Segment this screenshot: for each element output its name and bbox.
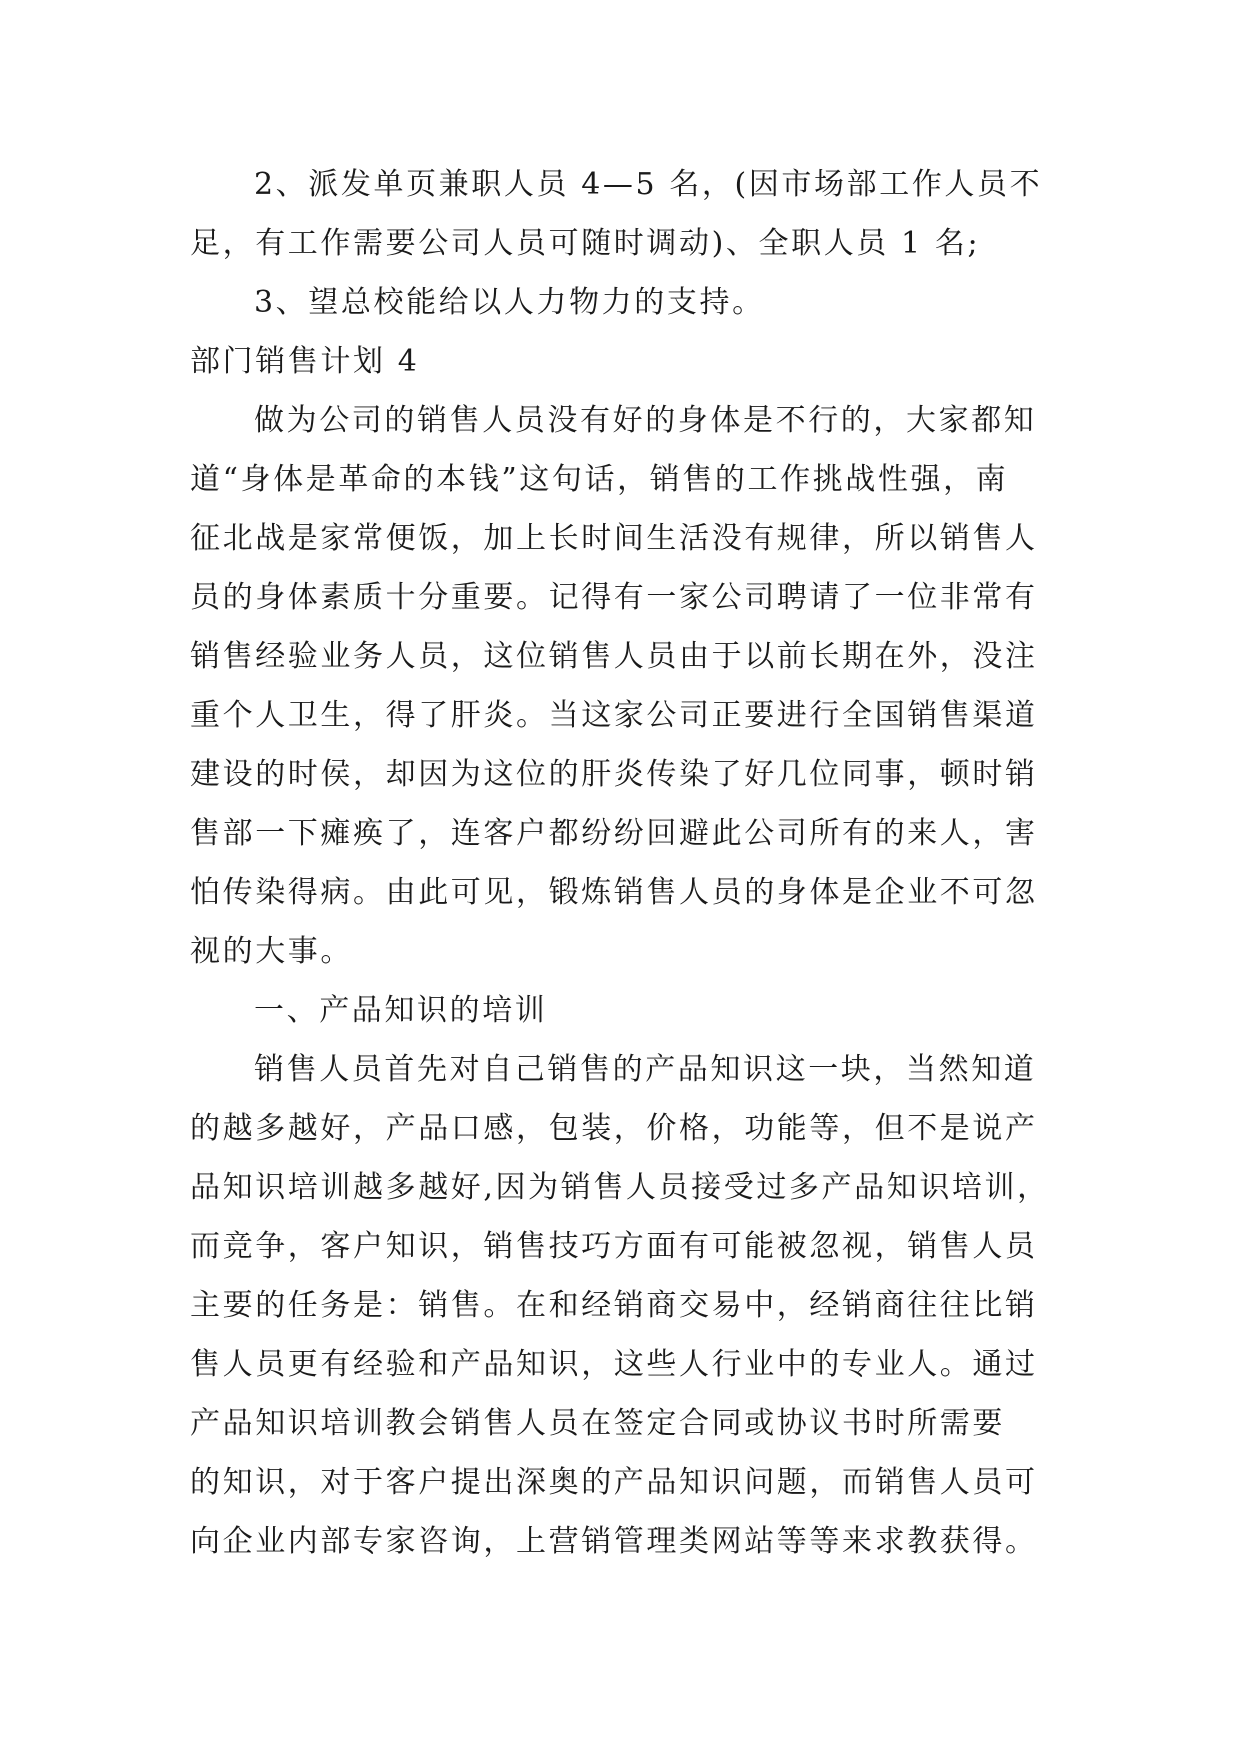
text-line: 2、派发单页兼职人员 4—5 名，(因市场部工作人员不	[254, 167, 1043, 202]
text-line: 销售经验业务人员，这位销售人员由于以前长期在外，没注	[190, 639, 1038, 674]
text-line: 征北战是家常便饭，加上长时间生活没有规律，所以销售人	[190, 521, 1038, 556]
text-line: 主要的任务是：销售。在和经销商交易中，经销商往往比销	[190, 1288, 1038, 1323]
document-body	[190, 155, 1070, 1571]
text-line: 重个人卫生，得了肝炎。当这家公司正要进行全国销售渠道	[190, 698, 1038, 733]
text-line: 品知识培训越多越好,因为销售人员接受过多产品知识培训，	[190, 1170, 1050, 1205]
text-line: 部门销售计划 4	[190, 344, 420, 379]
text-line: 怕传染得病。由此可见，锻炼销售人员的身体是企业不可忽	[190, 875, 1038, 910]
text-line: 一、产品知识的培训	[254, 993, 548, 1028]
text-line: 3、望总校能给以人力物力的支持。	[254, 285, 765, 320]
text-line: 向企业内部专家咨询，上营销管理类网站等等来求教获得。	[190, 1524, 1038, 1559]
text-line: 做为公司的销售人员没有好的身体是不行的，大家都知	[254, 403, 1037, 438]
text-line: 建设的时侯，却因为这位的肝炎传染了好几位同事，顿时销	[190, 757, 1038, 792]
text-line: 而竞争，客户知识，销售技巧方面有可能被忽视，销售人员	[190, 1229, 1038, 1264]
text-line: 视的大事。	[190, 934, 353, 969]
text-line: 售部一下瘫痪了，连客户都纷纷回避此公司所有的来人，害	[190, 816, 1038, 851]
text-line: 的知识，对于客户提出深奥的产品知识问题，而销售人员可	[190, 1465, 1038, 1500]
text-line: 销售人员首先对自己销售的产品知识这一块，当然知道	[254, 1052, 1037, 1087]
text-line: 的越多越好，产品口感，包装，价格，功能等，但不是说产	[190, 1111, 1038, 1146]
text-line: 道“身体是革命的本钱”这句话，销售的工作挑战性强，南	[190, 462, 1009, 497]
text-line: 产品知识培训教会销售人员在签定合同或协议书时所需要	[190, 1406, 1005, 1441]
text-line: 售人员更有经验和产品知识，这些人行业中的专业人。通过	[190, 1347, 1038, 1382]
text-line: 足，有工作需要公司人员可随时调动)、全职人员 1 名;	[190, 226, 981, 261]
text-line: 员的身体素质十分重要。记得有一家公司聘请了一位非常有	[190, 580, 1038, 615]
